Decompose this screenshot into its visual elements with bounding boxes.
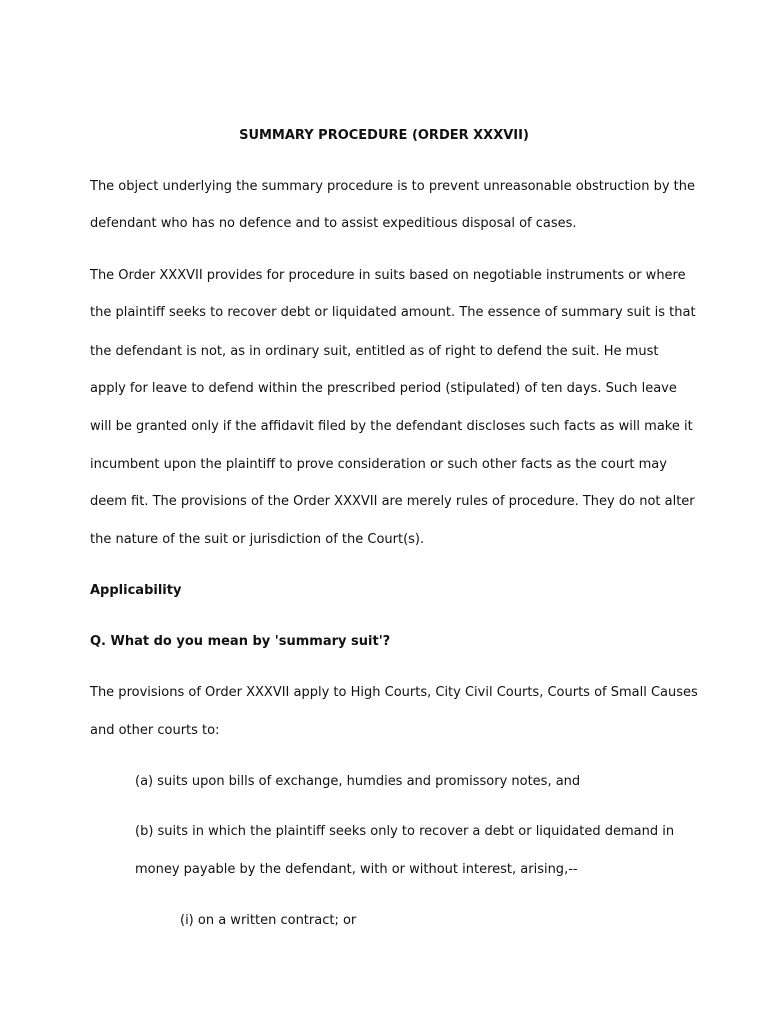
list-item-a: (a) suits upon bills of exchange, humdies and promissory notes, and (135, 774, 581, 789)
para2-line-2: the plaintiff seeks to recover debt or liquidated amount. The essence of summary suit is that (90, 305, 696, 320)
question-heading: Q. What do you mean by 'summary suit'? (90, 634, 391, 649)
para2-line-6: incumbent upon the plaintiff to prove consideration or such other facts as the court may (90, 457, 667, 472)
para3-line-1: The provisions of Order XXXVII apply to High Courts, City Civil Courts, Courts of Small Causes (90, 685, 698, 700)
para1-line-1: The object underlying the summary procedure is to prevent unreasonable obstruction by the (90, 179, 696, 194)
para2-line-8: the nature of the suit or jurisdiction of the Court(s). (90, 532, 425, 547)
list-item-b-line-1: (b) suits in which the plaintiff seeks only to recover a debt or liquidated demand in (135, 824, 675, 839)
document-title: SUMMARY PROCEDURE (ORDER XXXVII) (239, 128, 529, 143)
para2-line-3: the defendant is not, as in ordinary suit, entitled as of right to defend the suit. He must (90, 344, 659, 359)
para1-line-2: defendant who has no defence and to assist expeditious disposal of cases. (90, 216, 577, 231)
para3-line-2: and other courts to: (90, 723, 220, 738)
para2-line-5: will be granted only if the affidavit filed by the defendant discloses such facts as will make it (90, 419, 693, 434)
para2-line-4: apply for leave to defend within the prescribed period (stipulated) of ten days. Such leave (90, 381, 677, 396)
para2-line-7: deem fit. The provisions of the Order XXXVII are merely rules of procedure. They do not alter (90, 494, 695, 509)
sub-item-i: (i) on a written contract; or (180, 913, 357, 928)
para2-line-1: The Order XXXVII provides for procedure in suits based on negotiable instruments or where (90, 268, 686, 283)
heading-applicability: Applicability (90, 583, 182, 598)
list-item-b-line-2: money payable by the defendant, with or without interest, arising,-- (135, 862, 578, 877)
